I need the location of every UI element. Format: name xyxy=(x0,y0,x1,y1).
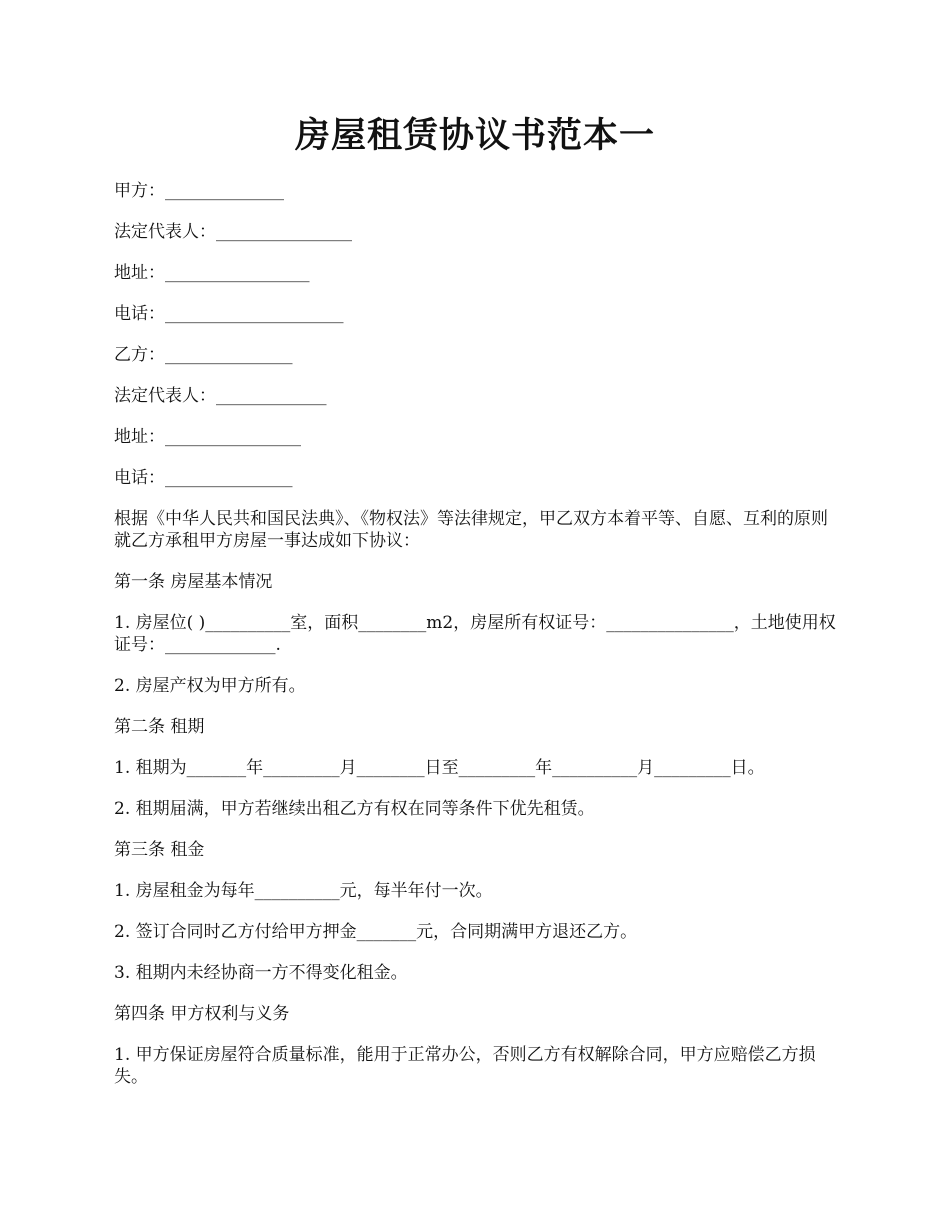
article-2-item-2: 2. 租期届满，甲方若继续出租乙方有权在同等条件下优先租赁。 xyxy=(114,799,595,819)
article-2-heading: 第二条 租期 xyxy=(114,717,205,737)
article-3-item-1: 1. 房屋租金为每年__________元，每半年付一次。 xyxy=(114,881,493,901)
article-3-item-3: 3. 租期内未经协商一方不得变化租金。 xyxy=(114,963,408,983)
article-4-item-1: 1. 甲方保证房屋符合质量标准，能用于正常办公，否则乙方有权解除合同，甲方应赔偿乙方损失。 xyxy=(114,1045,816,1087)
article-3-item-2: 2. 签订合同时乙方付给甲方押金_______元，合同期满甲方退还乙方。 xyxy=(114,922,638,942)
field-blank: ______________ xyxy=(165,181,284,201)
field-label: 电话： xyxy=(114,468,165,488)
article-1-item-2: 2. 房屋产权为甲方所有。 xyxy=(114,676,306,696)
field-blank: _____________________ xyxy=(165,304,344,324)
party-a-address-field xyxy=(114,262,839,284)
article-4-heading: 第四条 甲方权利与义务 xyxy=(114,1004,290,1024)
document-title: 房屋租赁协议书范本一 xyxy=(294,115,655,156)
field-label: 地址： xyxy=(114,427,165,447)
field-blank: _______________ xyxy=(165,345,293,365)
field-label: 电话： xyxy=(114,304,165,324)
document-body xyxy=(114,180,839,1107)
party-b-address-field xyxy=(114,426,839,448)
preamble-paragraph: 根据《中华人民共和国民法典》、《物权法》等法律规定，甲乙双方本着平等、自愿、互利的原则就乙方承租甲方房屋一事达成如下协议： xyxy=(114,509,828,551)
field-label: 法定代表人： xyxy=(114,222,216,242)
field-blank: _____________ xyxy=(216,386,327,406)
field-label: 乙方： xyxy=(114,345,165,365)
field-label: 甲方： xyxy=(114,181,165,201)
article-3-heading: 第三条 租金 xyxy=(114,840,205,860)
field-blank: ________________ xyxy=(216,222,352,242)
party-a-representative-field xyxy=(114,221,839,243)
field-label: 地址： xyxy=(114,263,165,283)
party-b-phone-field xyxy=(114,467,839,489)
article-2-item-1: 1. 租期为_______年_________月________日至_________年__________月_________日。 xyxy=(114,758,765,778)
field-blank: _________________ xyxy=(165,263,310,283)
party-b-representative-field xyxy=(114,385,839,407)
party-a-field xyxy=(114,180,839,202)
field-blank: ________________ xyxy=(165,427,301,447)
party-b-field xyxy=(114,344,839,366)
field-blank: _______________ xyxy=(165,468,293,488)
party-a-phone-field xyxy=(114,303,839,325)
field-label: 法定代表人： xyxy=(114,386,216,406)
article-1-heading: 第一条 房屋基本情况 xyxy=(114,572,273,592)
article-1-item-1: 1. 房屋位( )__________室，面积________m2，房屋所有权证号：_______________，土地使用权证号：_____________. xyxy=(114,613,836,655)
